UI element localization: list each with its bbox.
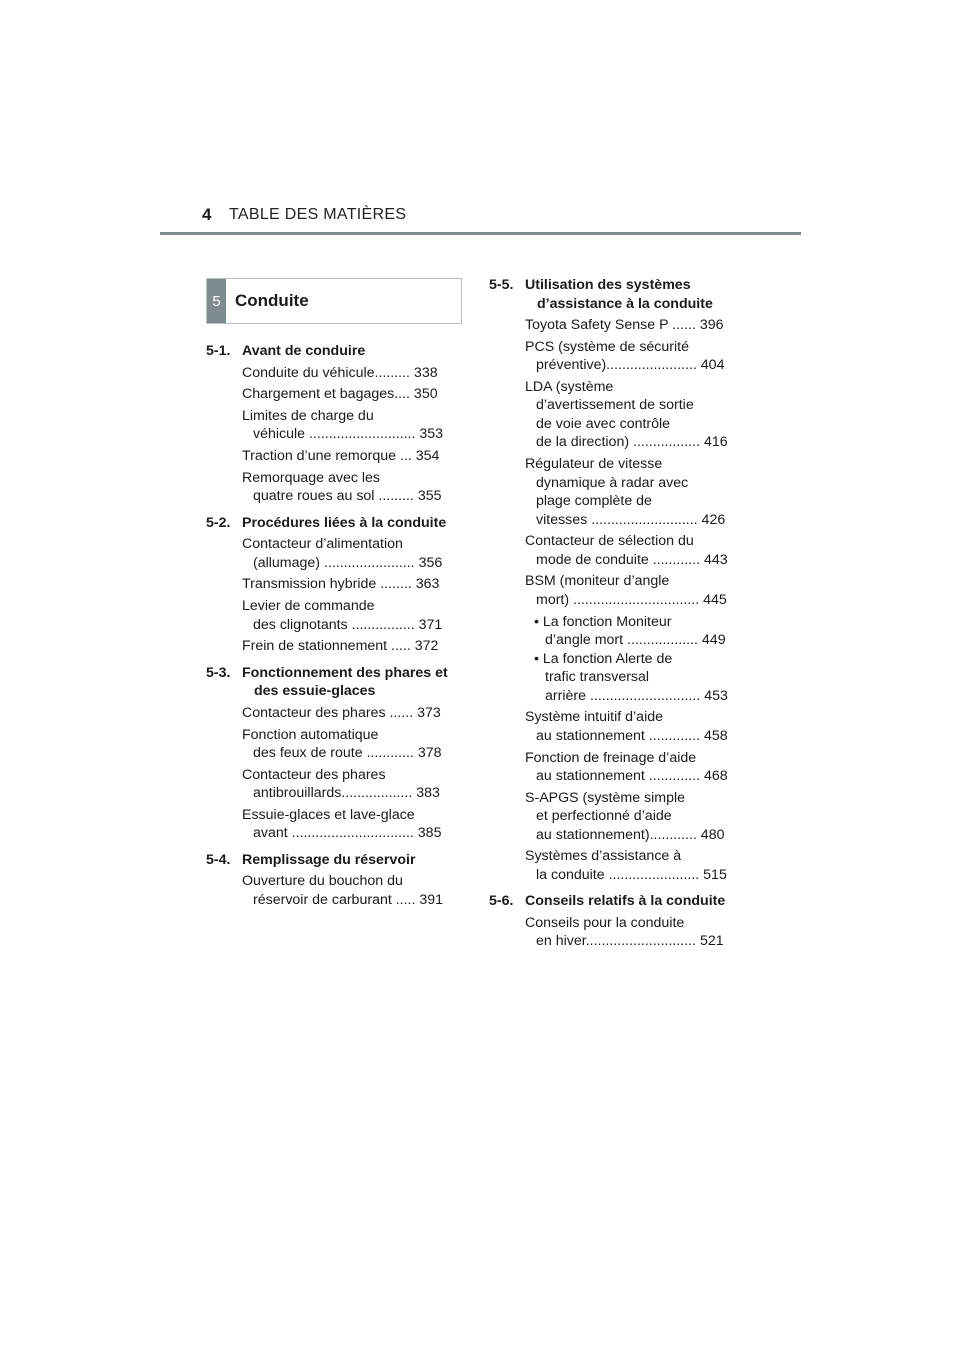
- entry-line: avant ............................... 385: [253, 825, 442, 842]
- entry-line: la conduite ....................... 515: [536, 866, 727, 883]
- entry-line: trafic transversal: [545, 669, 650, 686]
- running-title: TABLE DES MATIÈRES: [229, 206, 407, 223]
- entry-line: Fonction de freinage d’aide: [525, 749, 697, 766]
- entry-line: de voie avec contrôle: [536, 415, 671, 432]
- entry-line: Frein de stationnement ..... 372: [242, 638, 439, 655]
- section-title: Utilisation des systèmes d’assistance à la conduite: [525, 277, 713, 312]
- entry-line: mode de conduite ............ 443: [536, 551, 728, 568]
- toc-entry[interactable]: [525, 455, 737, 529]
- section-title: Procédures liées à la conduite: [242, 514, 447, 531]
- entry-line: Toyota Safety Sense P ...... 396: [525, 317, 724, 333]
- entry-line: Fonction automatique: [242, 726, 379, 743]
- toc-entry[interactable]: [525, 847, 737, 884]
- entry-line: (allumage) ....................... 356: [253, 554, 443, 571]
- entry-line: réservoir de carburant ..... 391: [253, 891, 444, 908]
- entry-text: [242, 766, 454, 803]
- toc-entry[interactable]: [525, 914, 737, 951]
- entry-line: Chargement et bagages.... 350: [242, 386, 438, 403]
- toc-entry[interactable]: [242, 637, 454, 656]
- entry-text: [242, 385, 454, 404]
- toc-entry[interactable]: [242, 597, 454, 634]
- toc-entry[interactable]: [242, 469, 454, 506]
- entry-line: Système intuitif d’aide: [525, 709, 664, 726]
- toc-entry[interactable]: [242, 364, 454, 383]
- entry-text: [242, 597, 454, 634]
- section-number: 5-1.: [206, 343, 231, 359]
- entry-line: Remorquage avec les: [242, 469, 381, 486]
- entry-text: [242, 872, 454, 909]
- toc-entry[interactable]: [242, 766, 454, 803]
- section-title: Conseils relatifs à la conduite: [525, 893, 726, 910]
- entry-line: d’angle mort .................. 449: [545, 632, 726, 649]
- entry-text: [525, 455, 737, 529]
- toc-entry[interactable]: [242, 726, 454, 763]
- header-rule: [160, 232, 801, 235]
- entry-line: en hiver............................ 521: [536, 933, 724, 950]
- entry-line: antibrouillards.................. 383: [253, 785, 440, 802]
- entry-line: plage complète de: [536, 493, 652, 510]
- section-title: Fonctionnement des phares et des essuie-glaces: [242, 664, 448, 700]
- toc-entry[interactable]: [525, 378, 737, 452]
- entry-line: quatre roues au sol ......... 355: [253, 488, 442, 505]
- section-number: 5-3.: [206, 664, 231, 681]
- toc-subentry[interactable]: [525, 650, 737, 706]
- toc-section: [206, 342, 454, 506]
- entry-text: [525, 572, 737, 609]
- chapter-number-tab: 5: [207, 279, 226, 323]
- toc-entry[interactable]: [525, 708, 737, 745]
- entry-line: Ouverture du bouchon du: [242, 873, 403, 890]
- entry-text: [242, 407, 454, 444]
- entry-text: [525, 749, 737, 786]
- page-number: 4: [202, 205, 212, 224]
- entry-text: [242, 469, 454, 506]
- section-number: 5-5.: [489, 277, 514, 293]
- entry-text: [525, 613, 737, 650]
- entry-line: S-APGS (système simple: [525, 789, 686, 806]
- entry-text: [242, 575, 454, 594]
- entry-text: [525, 847, 737, 884]
- entry-line: PCS (système de sécurité: [525, 338, 690, 355]
- entry-line: Limites de charge du: [242, 407, 374, 424]
- toc-entry[interactable]: [525, 572, 737, 609]
- section-number: 5-6.: [489, 893, 514, 910]
- toc-entry[interactable]: [242, 575, 454, 594]
- entry-line: LDA (système: [525, 378, 614, 395]
- section-title: Remplissage du réservoir: [242, 851, 416, 868]
- entry-line: Systèmes d’assistance à: [525, 848, 682, 865]
- section-heading[interactable]: [206, 664, 454, 701]
- toc-entry[interactable]: [525, 316, 737, 335]
- entry-text: [525, 708, 737, 745]
- section-heading[interactable]: [206, 342, 454, 361]
- entry-line: au stationnement ............. 458: [536, 727, 728, 744]
- section-heading[interactable]: [489, 892, 737, 911]
- entry-line: préventive)....................... 404: [536, 357, 725, 374]
- entry-line: Régulateur de vitesse: [525, 456, 663, 473]
- entry-line: • La fonction Moniteur: [534, 613, 672, 630]
- toc-section: [489, 892, 737, 951]
- entry-line: au stationnement)............ 480: [536, 826, 725, 843]
- entry-text: [525, 338, 737, 375]
- section-title: Avant de conduire: [242, 343, 366, 359]
- entry-line: de la direction) ................. 416: [536, 434, 728, 451]
- toc-entry[interactable]: [242, 872, 454, 909]
- toc-entry[interactable]: [525, 338, 737, 375]
- section-heading[interactable]: [206, 851, 454, 870]
- entry-line: mort) ................................ 445: [536, 591, 727, 608]
- entry-line: d’avertissement de sortie: [536, 397, 694, 414]
- toc-column-right: [489, 276, 737, 959]
- section-heading[interactable]: [489, 276, 737, 313]
- toc-entry[interactable]: [242, 704, 454, 723]
- toc-entry[interactable]: [242, 806, 454, 843]
- entry-line: Contacteur d’alimentation: [242, 536, 403, 553]
- entry-text: [242, 447, 454, 466]
- section-number: 5-2.: [206, 514, 231, 531]
- toc-section: [206, 851, 454, 910]
- toc-entry[interactable]: [525, 749, 737, 786]
- toc-entry[interactable]: [242, 385, 454, 404]
- chapter-box: [206, 278, 462, 324]
- entry-text: [525, 532, 737, 569]
- entry-line: Contacteur des phares: [242, 766, 386, 783]
- entry-line: vitesses ........................... 426: [536, 511, 726, 528]
- entry-line: et perfectionné d’aide: [536, 808, 672, 825]
- entry-line: des clignotants ................ 371: [253, 616, 443, 633]
- entry-line: Contacteur de sélection du: [525, 533, 694, 550]
- entry-text: [525, 316, 737, 335]
- entry-text: [242, 726, 454, 763]
- toc-entry[interactable]: [525, 532, 737, 569]
- toc-entry[interactable]: [242, 407, 454, 444]
- toc-entry[interactable]: [242, 447, 454, 466]
- entry-text: [525, 789, 737, 845]
- entry-line: • La fonction Alerte de: [534, 650, 673, 667]
- entry-line: véhicule ........................... 353: [253, 426, 444, 443]
- entry-line: des feux de route ............ 378: [253, 745, 442, 761]
- entry-text: [242, 637, 454, 656]
- entry-line: au stationnement ............. 468: [536, 768, 728, 784]
- toc-section: [206, 664, 454, 843]
- entry-line: Conduite du véhicule......... 338: [242, 364, 438, 381]
- toc-entry[interactable]: [242, 535, 454, 572]
- entry-text: [242, 364, 454, 383]
- toc-column-left: [206, 342, 454, 917]
- chapter-title: Conduite: [235, 291, 309, 310]
- entry-line: arrière ............................ 453: [545, 687, 728, 704]
- entry-line: BSM (moniteur d’angle: [525, 573, 670, 590]
- section-heading[interactable]: [206, 514, 454, 533]
- entry-line: Contacteur des phares ...... 373: [242, 704, 441, 721]
- entry-line: Conseils pour la conduite: [525, 914, 685, 931]
- entry-line: dynamique à radar avec: [536, 474, 689, 491]
- entry-line: Essuie-glaces et lave-glace: [242, 806, 415, 823]
- toc-section: [206, 514, 454, 656]
- toc-section: [489, 276, 737, 884]
- entry-text: [525, 914, 737, 951]
- entry-line: Transmission hybride ........ 363: [242, 576, 440, 593]
- toc-subentry[interactable]: [525, 613, 737, 650]
- entry-text: [242, 535, 454, 572]
- entry-text: [525, 378, 737, 452]
- entry-line: Traction d’une remorque ... 354: [242, 448, 440, 465]
- entry-line: Levier de commande: [242, 598, 375, 615]
- entry-text: [242, 704, 454, 723]
- entry-text: [525, 650, 737, 706]
- toc-entry[interactable]: [525, 789, 737, 845]
- section-number: 5-4.: [206, 851, 231, 868]
- entry-text: [242, 806, 454, 843]
